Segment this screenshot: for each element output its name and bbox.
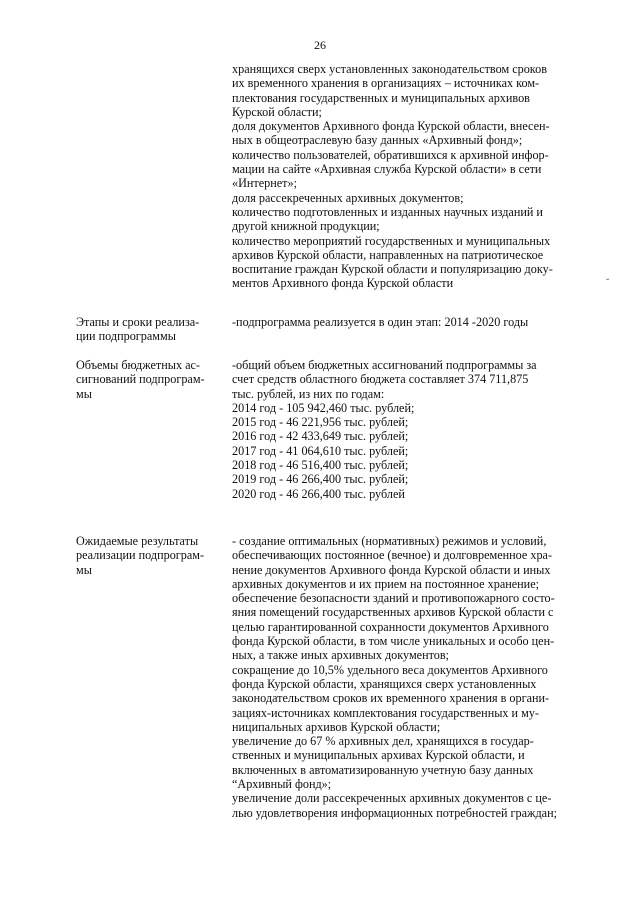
text-line: количество подготовленных и изданных научных изданий и xyxy=(232,204,543,219)
budget-row: 2019 год - 46 266,400 тыс. рублей; xyxy=(232,472,409,487)
budget-label xyxy=(76,358,222,401)
text-line: ных, а также иных архивных документов; xyxy=(232,648,449,663)
label-line: Ожидаемые результаты xyxy=(76,534,199,548)
text-line: - создание оптимальных (нормативных) режимов и условий, xyxy=(232,534,547,548)
text-line: увеличение до 67 % архивных дел, хранящихся в государ- xyxy=(232,734,534,749)
text-line: нение документов Архивного фонда Курской области и иных xyxy=(232,562,551,577)
text-line: количество пользователей, обратившихся к архивной инфор- xyxy=(232,147,549,162)
label-line: мы xyxy=(76,562,92,577)
label-line: сигнований подпрограм- xyxy=(76,372,205,387)
budget-row: 2017 год - 41 064,610 тыс. рублей; xyxy=(232,443,409,458)
budget-row: 2020 год - 46 266,400 тыс. рублей xyxy=(232,486,405,501)
text-line: ментов Архивного фонда Курской области xyxy=(232,276,454,291)
text-line: яния помещений государственных архивов Курской области с xyxy=(232,605,554,620)
text-line: включенных в автоматизированную учетную базу данных xyxy=(232,762,534,777)
stage-value: -подпрограмма реализуется в один этап: 2014 -2020 годы xyxy=(232,315,529,329)
text-line: целью гарантированной сохранности документов Архивного xyxy=(232,619,549,634)
text-line: хранящихся сверх установленных законодательством сроков xyxy=(232,62,547,76)
label-line: ции подпрограммы xyxy=(76,329,176,344)
results-label xyxy=(76,534,222,577)
text-line: их временного хранения в организациях – источниках ком- xyxy=(232,76,540,91)
text-line: “Архивный фонд»; xyxy=(232,777,332,792)
text-line: законодательством сроков их временного хранения в органи- xyxy=(232,691,550,706)
text-line: обеспечение безопасности зданий и противопожарного состо- xyxy=(232,591,555,606)
results-value xyxy=(232,534,578,820)
budget-row: 2015 год - 46 221,956 тыс. рублей; xyxy=(232,415,409,430)
text-line: лью удовлетворения информационных потребностей граждан; xyxy=(232,805,557,820)
text-line: обеспечивающих постоянное (вечное) и долговременное хра- xyxy=(232,548,553,563)
text-line: «Интернет»; xyxy=(232,176,297,191)
text-line: архивных документов и их прием на постоянное хранение; xyxy=(232,576,539,591)
budget-value xyxy=(232,358,578,501)
text-line: Курской области; xyxy=(232,104,322,119)
text-line: фонда Курской области, хранящихся сверх установленных xyxy=(232,676,537,691)
text-line: тыс. рублей, из них по годам: xyxy=(232,386,385,401)
text-line: фонда Курской области, в том числе уникальных и особо цен- xyxy=(232,634,555,649)
budget-by-year xyxy=(232,401,578,501)
budget-row: 2016 год - 42 433,649 тыс. рублей; xyxy=(232,429,409,444)
text-line: доля рассекреченных архивных документов; xyxy=(232,190,464,205)
text-line: воспитание граждан Курской области и популяризацию доку- xyxy=(232,262,553,277)
margin-mark: ˇ xyxy=(606,278,610,289)
text-line: увеличение доли рассекреченных архивных документов с це- xyxy=(232,791,552,806)
stage-label xyxy=(76,315,222,344)
label-line: Этапы и сроки реализа- xyxy=(76,315,200,329)
label-line: Объемы бюджетных ас- xyxy=(76,358,200,372)
page-number: 26 xyxy=(314,38,326,52)
text-line: сокращение до 10,5% удельного веса документов Архивного xyxy=(232,662,548,677)
text-line: мации на сайте «Архивная служба Курской области» в сети xyxy=(232,162,542,177)
text-line: ственных и муниципальных архивах Курской области, и xyxy=(232,748,525,763)
text-line: счет средств областного бюджета составляет 374 711,875 xyxy=(232,372,529,387)
text-line: количество мероприятий государственных и муниципальных xyxy=(232,233,551,248)
text-line: плектования государственных и муниципальных архивов xyxy=(232,90,530,105)
indicators-continuation xyxy=(232,62,578,291)
text-line: зациях-источниках комплектования государственных и му- xyxy=(232,705,539,720)
label-line: мы xyxy=(76,386,92,401)
text-line: архивов Курской области, направленных на патриотическое xyxy=(232,247,544,262)
text-line: другой книжной продукции; xyxy=(232,219,380,234)
budget-row: 2014 год - 105 942,460 тыс. рублей; xyxy=(232,400,415,415)
text-line: ных в общеотраслевую базу данных «Архивный фонд»; xyxy=(232,133,523,148)
text-line: -общий объем бюджетных ассигнований подпрограммы за xyxy=(232,358,537,372)
text-line: доля документов Архивного фонда Курской области, внесен- xyxy=(232,119,550,134)
label-line: реализации подпрограм- xyxy=(76,548,205,563)
text-line: ниципальных архивов Курской области; xyxy=(232,719,441,734)
budget-row: 2018 год - 46 516,400 тыс. рублей; xyxy=(232,458,409,473)
